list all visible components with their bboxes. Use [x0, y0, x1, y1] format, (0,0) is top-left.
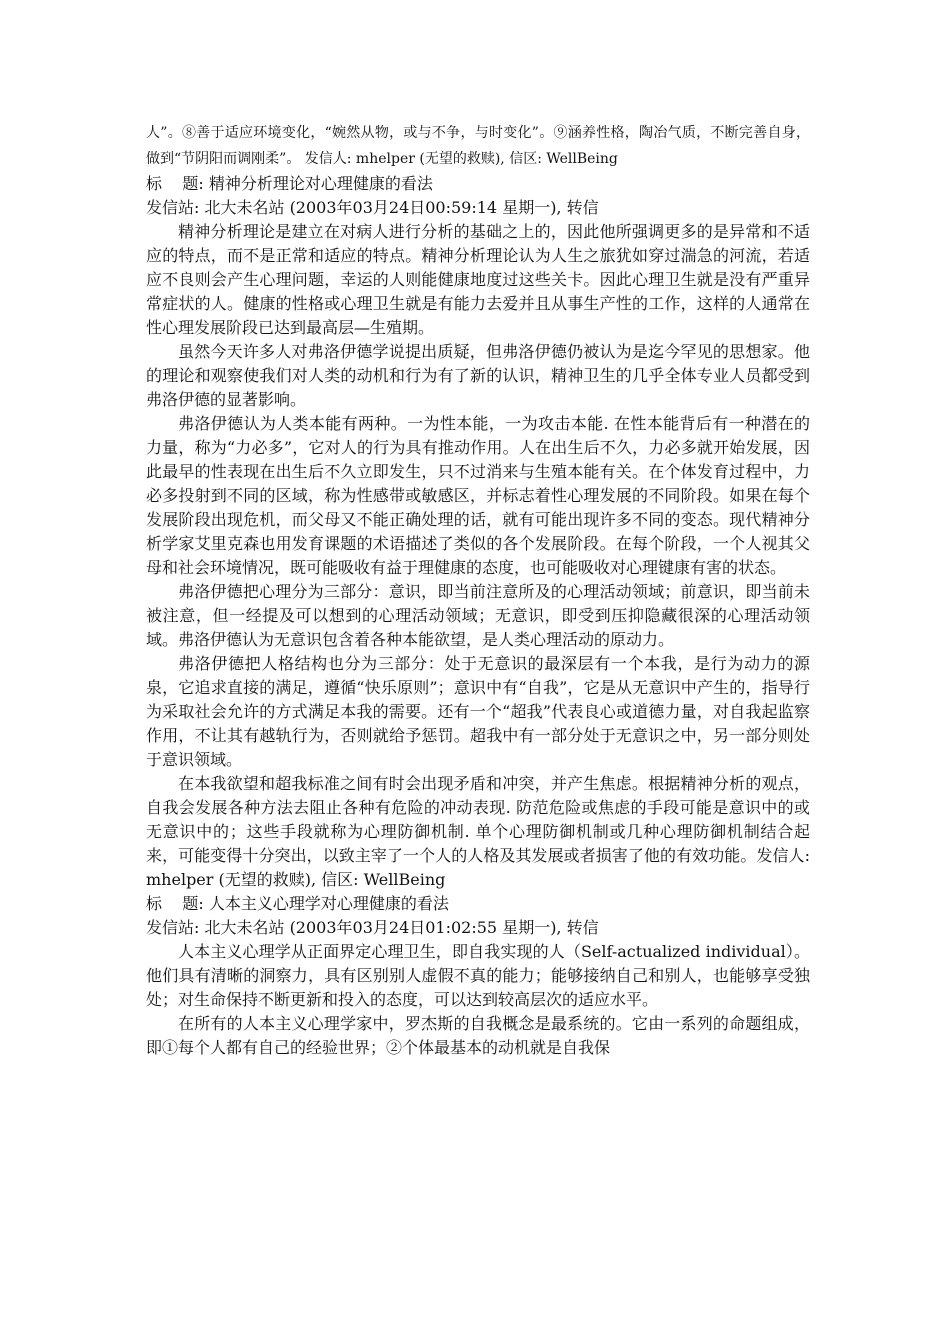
body-paragraph: 弗洛伊德把心理分为三部分：意识，即当前注意所及的心理活动领域；前意识，即当前未被注意，但一经提及可以想到的心理活动领域；无意识，即受到压抑隐藏很深的心理活动领域。弗洛伊德认为无意识包含着各种本能欲望，是人类心理活动的原动力。 — [146, 582, 810, 649]
post-title-line: 标 题: 精神分析理论对心理健康的看法 — [146, 174, 433, 193]
body-paragraph: 人本主义心理学从正面界定心理卫生，即自我实现的人（Self-actualized individual）。他们具有清晰的洞察力，具有区别别人虚假不真的能力；能够接纳自己和别人，也能够享受独处；对生命保持不断更新和投入的态度，可以达到较高层次的适应水平。 — [146, 942, 810, 1009]
body-paragraph: 弗洛伊德把人格结构也分为三部分：处于无意识的最深层有一个本我，是行为动力的源泉，它追求直接的满足，遵循“快乐原则”；意识中有“自我”，它是从无意识中产生的，指导行为采取社会允许的方式满足本我的需要。还有一个“超我”代表良心或道德力量，对自我起监察作用，不让其有越轨行为，否则就给予惩罚。超我中有一部分处于无意识之中，另一部分则处于意识领域。 — [146, 654, 810, 769]
post-source-line: 发信站: 北大未名站 (2003年03月24日00:59:14 星期一), 转信 — [146, 198, 599, 217]
body-paragraph: 精神分析理论是建立在对病人进行分析的基础之上的，因此他所强调更多的是异常和不适应的特点，而不是正常和适应的特点。精神分析理论认为人生之旅犹如穿过湍急的河流，若适应不良则会产生心理问题，幸运的人则能健康地度过这些关卡。因此心理卫生就是没有严重异常症状的人。健康的性格或心理卫生就是有能力去爱并且从事生产性的工作，这样的人通常在性心理发展阶段已达到最高层—生殖期。 — [146, 222, 810, 337]
continuation-paragraph: 人”。⑧善于适应环境变化，“婉然从物，或与不争，与时变化”。⑨涵养性格，陶冶气质，不断完善自身，做到“节阴阳而调刚柔”。 发信人: mhelper (无望的救赎), 信区: WellBeing — [146, 125, 810, 167]
body-paragraph: 虽然今天许多人对弗洛伊德学说提出质疑，但弗洛伊德仍被认为是迄今罕见的思想家。他的理论和观察使我们对人类的动机和行为有了新的认识，精神卫生的几乎全体专业人员都受到弗洛伊德的显著影响。 — [146, 342, 810, 409]
post-source-line: 发信站: 北大未名站 (2003年03月24日01:02:55 星期一), 转信 — [146, 918, 599, 937]
body-paragraph: 在所有的人本主义心理学家中，罗杰斯的自我概念是最系统的。它由一系列的命题组成，即①每个人都有自己的经验世界；②个体最基本的动机就是自我保 — [146, 1014, 810, 1057]
body-paragraph: 弗洛伊德认为人类本能有两种。一为性本能，一为攻击本能. 在性本能背后有一种潜在的力量，称为“力必多”，它对人的行为具有推动作用。人在出生后不久，力必多就开始发展，因此最早的性表现在出生后不久立即发生，只不过消来与生殖本能有关。在个体发育过程中，力必多投射到不同的区域，称为性感带或敏感区，并标志着性心理发展的不同阶段。如果在每个发展阶段出现危机，而父母又不能正确处理的话，就有可能出现许多不同的变态。现代精神分析学家艾里克森也用发育课题的术语描述了类似的各个发展阶段。在每个阶段，一个人视其父母和社会环境情况，既可能吸收有益于理健康的态度，也可能吸收对心理键康有害的状态。 — [146, 414, 810, 577]
body-paragraph: 在本我欲望和超我标准之间有时会出现矛盾和冲突，并产生焦虑。根据精神分析的观点，自我会发展各种方法去阻止各种有危险的冲动表现. 防范危险或焦虑的手段可能是意识中的或无意识中的；这些手段就称为心理防御机制. 单个心理防御机制或几种心理防御机制结合起来，可能变得十分突出，以致主宰了一个人的人格及其发展或者损害了他的有效功能。发信人: mhelper (无望的救赎), 信区: WellBeing — [146, 774, 810, 889]
document-page — [146, 120, 810, 1060]
post-title-line: 标 题: 人本主义心理学对心理健康的看法 — [146, 894, 449, 913]
